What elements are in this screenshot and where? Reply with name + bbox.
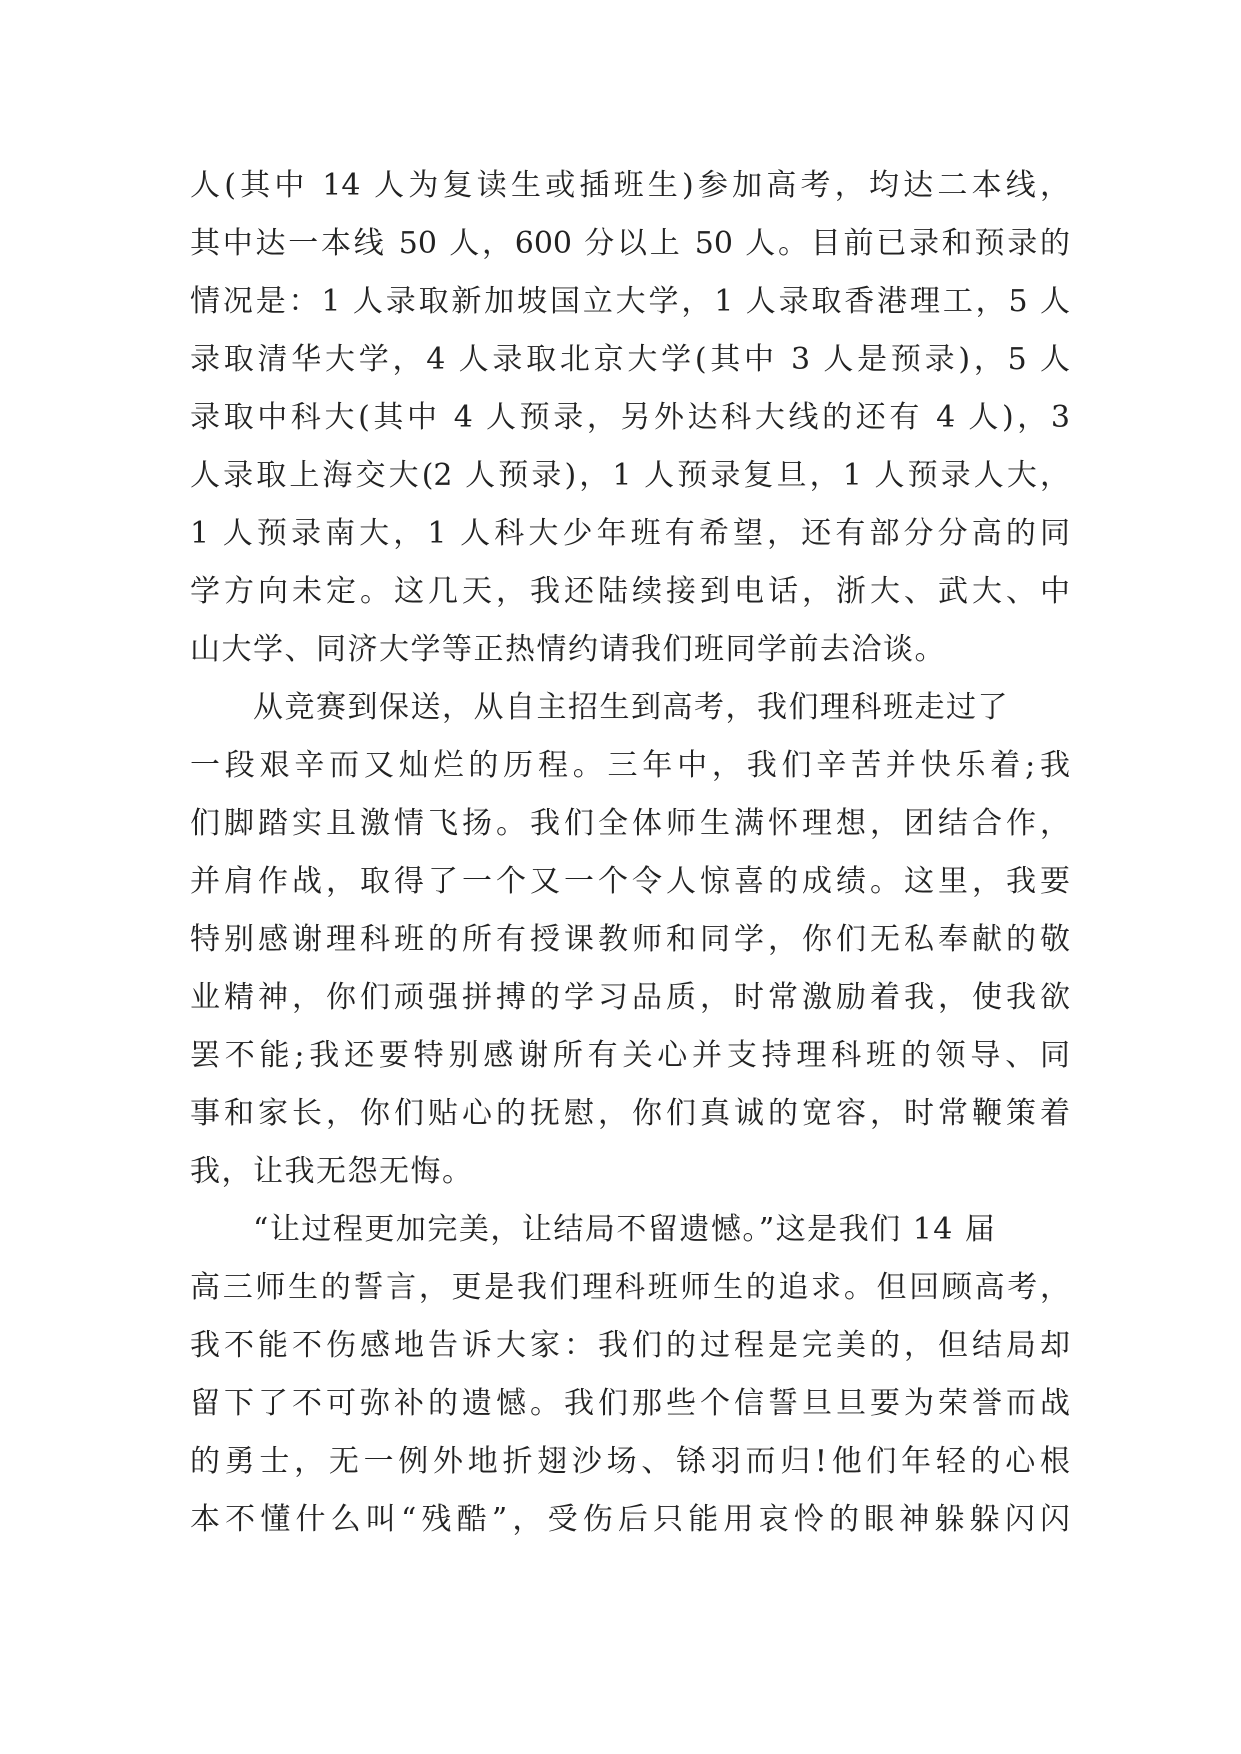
text-line: 特别感谢理科班的所有授课教师和同学，你们无私奉献的敬 (190, 922, 1070, 957)
text-line: 罢不能;我还要特别感谢所有关心并支持理科班的领导、同 (190, 1038, 1070, 1073)
text-line: 的勇士，无一例外地折翅沙场、铩羽而归!他们年轻的心根 (190, 1444, 1070, 1479)
text-line: 我不能不伤感地告诉大家：我们的过程是完美的，但结局却 (190, 1328, 1070, 1363)
text-line: 人(其中 14 人为复读生或插班生)参加高考，均达二本线， (190, 168, 1070, 203)
text-line: 其中达一本线 50 人，600 分以上 50 人。目前已录和预录的 (190, 226, 1070, 261)
text-line: 一段艰辛而又灿烂的历程。三年中，我们辛苦并快乐着;我 (190, 748, 1070, 783)
text-line: 录取中科大(其中 4 人预录，另外达科大线的还有 4 人)，3 (190, 400, 1070, 435)
document-body-text (190, 157, 1070, 1549)
text-line: 山大学、同济大学等正热情约请我们班同学前去洽谈。 (190, 632, 946, 667)
text-line: 高三师生的誓言，更是我们理科班师生的追求。但回顾高考， (190, 1270, 1070, 1305)
text-line: 我，让我无怨无悔。 (190, 1154, 474, 1189)
text-line: 从竞赛到保送，从自主招生到高考，我们理科班走过了 (190, 690, 1009, 725)
text-line: 录取清华大学，4 人录取北京大学(其中 3 人是预录)，5 人 (190, 342, 1070, 377)
text-line: “让过程更加完美，让结局不留遗憾。”这是我们 14 届 (190, 1212, 997, 1247)
text-line: 们脚踏实且激情飞扬。我们全体师生满怀理想，团结合作， (190, 806, 1070, 841)
text-line: 留下了不可弥补的遗憾。我们那些个信誓旦旦要为荣誉而战 (190, 1386, 1070, 1421)
text-line: 学方向未定。这几天，我还陆续接到电话，浙大、武大、中 (190, 574, 1070, 609)
text-line: 并肩作战，取得了一个又一个令人惊喜的成绩。这里，我要 (190, 864, 1070, 899)
text-line: 1 人预录南大，1 人科大少年班有希望，还有部分分高的同 (190, 516, 1070, 551)
text-line: 业精神，你们顽强拼搏的学习品质，时常激励着我，使我欲 (190, 980, 1070, 1015)
text-line: 本不懂什么叫“残酷”，受伤后只能用哀怜的眼神躲躲闪闪 (190, 1502, 1070, 1537)
text-line: 人录取上海交大(2 人预录)，1 人预录复旦，1 人预录人大， (190, 458, 1070, 493)
text-line: 情况是：1 人录取新加坡国立大学，1 人录取香港理工，5 人 (190, 284, 1070, 319)
text-line: 事和家长，你们贴心的抚慰，你们真诚的宽容，时常鞭策着 (190, 1096, 1070, 1131)
